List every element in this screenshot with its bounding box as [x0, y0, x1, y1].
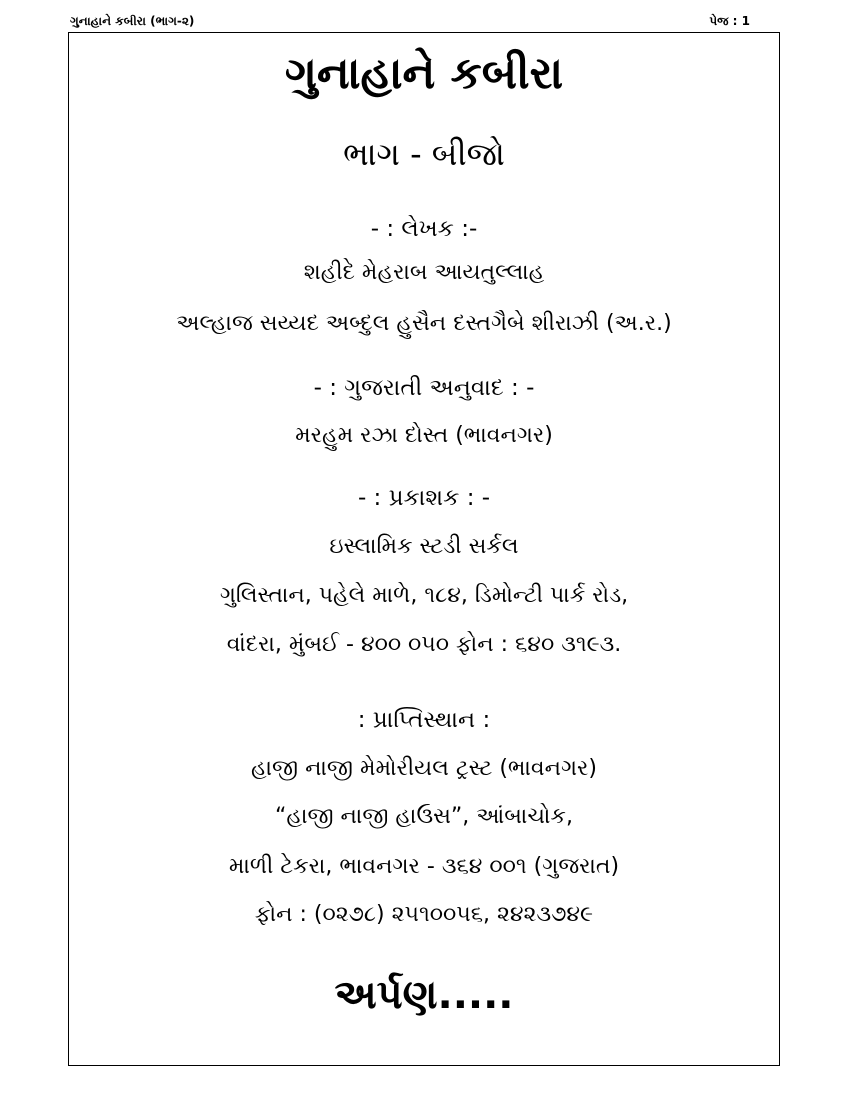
- translator-name: મરહુમ રઝા દોસ્ત (ભાવનગર): [295, 423, 553, 448]
- publisher-address-line1: ગુલિસ્તાન, પહેલે માળે, ૧૮૪, ડિમોન્ટી પાર્ક રોડ,: [219, 583, 629, 608]
- availability-heading: : પ્રાપ્તિસ્થાન :: [357, 707, 491, 733]
- publisher-name: ઇસ્લામિક સ્ટડી સર્કલ: [329, 534, 519, 559]
- running-title: ગુનાહાને કબીરા (ભાગ-૨): [70, 14, 195, 28]
- book-subtitle: ભાગ - બીજો: [343, 135, 505, 173]
- running-header: [70, 14, 750, 32]
- publisher-heading: - : પ્રકાશક : -: [357, 485, 491, 511]
- availability-house-name: “હાજી નાજી હાઉસ”, આંબાચોક,: [275, 804, 573, 829]
- publisher-address-line2: વાંદરા, મુંબઈ - ૪૦૦ ૦૫૦ ફોન : ૬૪૦ ૩૧૯૩.: [226, 632, 622, 657]
- author-title-line: શહીદે મેહરાબ આયતુલ્લાહ: [303, 260, 545, 285]
- translation-heading: - : ગુજરાતી અનુવાદ : -: [313, 375, 535, 401]
- availability-address: માળી ટેકરા, ભાવનગર - ૩૬૪ ૦૦૧ (ગુજરાત): [228, 854, 620, 879]
- availability-trust-name: હાજી નાજી મેમોરીયલ ટ્રસ્ટ (ભાવનગર): [250, 756, 598, 781]
- dedication-heading: અર્પણ.....: [334, 972, 514, 1018]
- author-heading: - : લેખક :-: [370, 216, 478, 242]
- book-title: ગુનાહાને કબીરા: [284, 48, 564, 99]
- availability-phone: ફોન : (૦૨૭૮) ૨૫૧૦૦૫૬, ૨૪૨૩૭૪૯: [254, 902, 594, 927]
- author-name-line: અલ્હાજ સય્યદ અબ્દુલ હુસૈન દસ્તગૈબે શીરાઝી (અ.ર.): [176, 311, 672, 336]
- page-number: પેજ : 1: [709, 14, 750, 28]
